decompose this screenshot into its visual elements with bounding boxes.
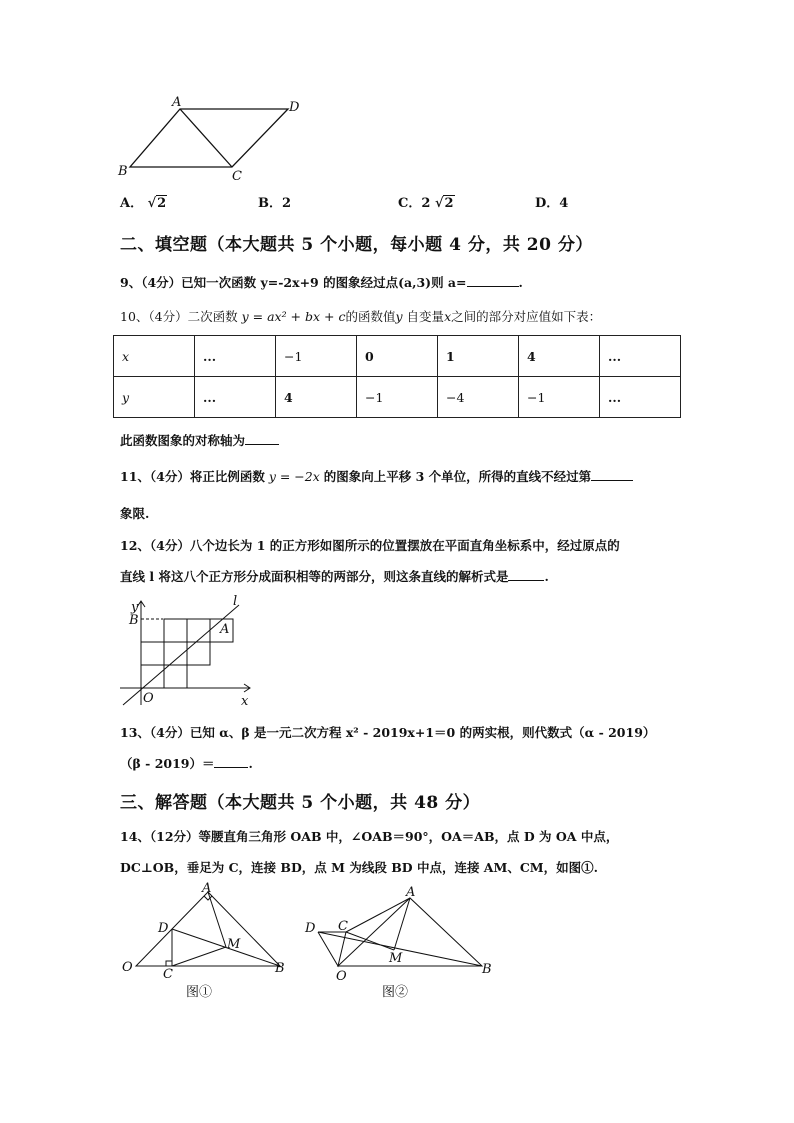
label-o: O: [336, 969, 347, 984]
section2-heading: 二、填空题（本大题共 5 个小题，每小题 4 分，共 20 分）: [120, 235, 593, 255]
triangle-oab: [338, 898, 482, 966]
choice-a: A． √2: [120, 196, 167, 211]
answer-blank-10[interactable]: [245, 432, 279, 445]
linear-formula: y = −2x: [268, 469, 320, 484]
right-angle-c: [166, 961, 172, 966]
table-row-x: [114, 336, 681, 377]
answer-blank-12[interactable]: [508, 568, 544, 581]
section3-heading: 三、解答题（本大题共 5 个小题，共 48 分）: [120, 793, 481, 813]
label-b: B: [482, 962, 492, 977]
table-cell: 4: [276, 377, 357, 418]
label-a: A: [220, 622, 230, 637]
table-cell: y: [114, 377, 195, 418]
choice-b: B．2: [258, 196, 292, 211]
table-cell: −1: [519, 377, 600, 418]
diagonal-ac: [180, 109, 232, 167]
question-14-line2: DC⊥OB，垂足为 C，连接 BD，点 M 为线段 BD 中点，连接 AM、CM，如图①.: [120, 860, 598, 875]
label-l: l: [233, 595, 238, 609]
sqrt-a: √2: [147, 196, 167, 211]
label-o: O: [143, 691, 154, 706]
table-cell: 4: [519, 336, 600, 377]
line-l: [123, 605, 239, 705]
figure-2: [300, 880, 500, 1000]
question-12-line1: 12、（4分）八个边长为 1 的正方形如图所示的位置摆放在平面直角坐标系中，经过原点的: [120, 538, 620, 553]
table-cell: ...: [600, 336, 681, 377]
caption-figure-1: 图①: [186, 985, 213, 1000]
label-m: M: [227, 937, 241, 952]
table-cell: −1: [276, 336, 357, 377]
question-13-line1: 13、（4分）已知 α、β 是一元二次方程 x² - 2019x+1＝0 的两实根，则代数式（α - 2019）: [120, 725, 656, 740]
label-o: O: [122, 960, 133, 975]
answer-blank-13[interactable]: [214, 755, 248, 768]
table-cell: −4: [438, 377, 519, 418]
label-d: D: [158, 921, 169, 936]
segment-ca: [346, 898, 410, 932]
parallelogram-figure: [110, 92, 310, 182]
label-b: B: [118, 164, 128, 179]
quadratic-formula: y = ax² + bx + c: [241, 309, 346, 324]
question-10: 10、（4分）二次函数 y = ax² + bx + c的函数值y 自变量x之间的部分对应值如下表：: [120, 309, 602, 324]
question-12-line2: 直线 l 将这八个正方形分成面积相等的两部分，则这条直线的解析式是 .: [120, 569, 549, 584]
table-cell: ...: [600, 377, 681, 418]
label-d: D: [289, 100, 300, 115]
caption-figure-2: 图②: [382, 985, 409, 1000]
answer-blank-9[interactable]: [467, 274, 519, 287]
label-x: x: [241, 694, 249, 707]
segment-cm: [172, 947, 226, 966]
question-11: 11、（4分）将正比例函数 y = −2x 的图象向上平移 3 个单位，所得的直线不经过第: [120, 467, 633, 485]
table-cell: 1: [438, 336, 519, 377]
table-cell: ...: [195, 336, 276, 377]
figure-1: [118, 880, 293, 1000]
question-10-tail: 此函数图象的对称轴为: [120, 431, 279, 449]
label-d: D: [305, 921, 316, 936]
question-13-line2: （β - 2019）＝ .: [120, 756, 253, 771]
sqrt-c: √2: [434, 196, 454, 211]
label-a: A: [406, 885, 416, 900]
label-c: C: [163, 967, 173, 982]
question-9: 9、（4分）已知一次函数 y=-2x+9 的图象经过点(a,3)则 a= .: [120, 275, 523, 290]
label-b: B: [129, 613, 139, 628]
table-row-y: [114, 377, 681, 418]
segment-cm: [346, 932, 394, 950]
table-cell: ...: [195, 377, 276, 418]
choice-c: C．2 √2: [398, 196, 454, 211]
label-y: y: [131, 600, 139, 615]
label-a: A: [202, 881, 212, 896]
value-table: [113, 335, 681, 418]
label-c: C: [232, 169, 242, 182]
table-cell: −1: [357, 377, 438, 418]
squares-grid-figure: [115, 595, 260, 707]
question-14-line1: 14、（12分）等腰直角三角形 OAB 中，∠OAB＝90°，OA＝AB，点 D 为 OA 中点，: [120, 829, 619, 844]
label-m: M: [389, 951, 403, 966]
label-c: C: [338, 919, 348, 934]
label-b: B: [275, 961, 285, 976]
table-cell: x: [114, 336, 195, 377]
answer-blank-11[interactable]: [591, 468, 633, 481]
question-11-line2: 象限.: [120, 506, 150, 521]
label-a: A: [172, 95, 182, 110]
table-cell: 0: [357, 336, 438, 377]
segment-am: [208, 892, 226, 947]
choice-d: D．4: [535, 196, 569, 211]
parallelogram-shape: [130, 109, 288, 167]
